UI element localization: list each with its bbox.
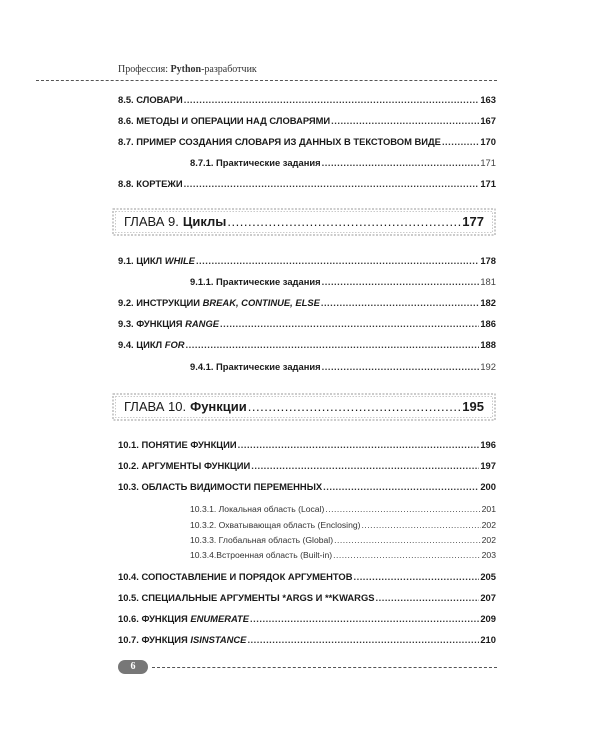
toc-label: 8.7.1. Практические задания [190,157,321,168]
toc-leader [321,297,480,309]
toc-label: 10.3.2. Охватывающая область (Enclosing) [190,520,361,530]
toc-page: 210 [480,634,496,645]
toc-entry-sub[interactable] [190,157,496,169]
chapter-word: ГЛАВА 10. [124,399,187,414]
running-header [118,64,257,75]
toc-leader [376,592,480,604]
toc-label [118,297,320,309]
toc-keyword: WHILE [164,255,195,266]
chapter-title: Функции [190,399,247,414]
toc-label: 8.6. МЕТОДЫ И ОПЕРАЦИИ НАД СЛОВАРЯМИ [118,115,331,126]
toc-page: 202 [481,520,496,530]
toc-page: 181 [480,276,496,287]
toc-label: 9.1.1. Практические задания [190,276,321,287]
toc-label: 10.1. ПОНЯТИЕ ФУНКЦИИ [118,439,237,450]
toc-entry-subsub[interactable] [190,519,496,531]
toc-entry-subsub[interactable] [190,534,496,546]
toc-leader [325,503,480,515]
toc-entry[interactable] [118,571,496,583]
toc-label [118,255,195,267]
toc-entry[interactable] [118,339,496,351]
toc-entry[interactable] [118,634,496,646]
toc-label [118,613,249,625]
toc-leader [250,613,479,625]
toc-leader [362,519,481,531]
toc-page: 188 [480,339,496,350]
toc-page: 170 [480,136,496,147]
toc-entry[interactable] [118,439,496,451]
toc-label-text: 10.7. ФУНКЦИЯ [118,634,191,645]
toc-label-text: 9.3. ФУНКЦИЯ [118,318,186,329]
toc-label: 8.5. СЛОВАРИ [118,94,183,105]
toc-leader [323,481,479,493]
toc-page: 186 [480,318,496,329]
toc-page: 163 [480,94,496,105]
toc-entry[interactable] [118,297,496,309]
toc-label-text: 10.6. ФУНКЦИЯ [118,613,191,624]
toc-leader [227,214,461,229]
toc-entry[interactable] [118,115,496,127]
toc-label: 8.7. ПРИМЕР СОЗДАНИЯ СЛОВАРЯ ИЗ ДАННЫХ В ТЕКСТОВОМ ВИДЕ [118,136,441,147]
toc-page: 197 [480,460,496,471]
toc-page: 196 [480,439,496,450]
toc-page: 171 [480,157,496,168]
toc-label: 10.4. СОПОСТАВЛЕНИЕ И ПОРЯДОК АРГУМЕНТОВ [118,571,353,582]
toc-entry[interactable] [118,94,496,106]
toc-leader [238,439,480,451]
toc-leader [331,115,479,127]
toc-entry[interactable] [118,136,496,148]
toc-label-text: 9.2. ИНСТРУКЦИИ [118,297,203,308]
toc-page: 171 [480,178,496,189]
toc-leader [334,534,481,546]
toc-entry[interactable] [118,255,496,267]
chapter-page: 177 [462,214,484,229]
toc-label: 10.3.3. Глобальная область (Global) [190,535,334,545]
toc-leader [220,318,479,330]
toc-entry[interactable] [118,318,496,330]
toc-leader [333,549,481,561]
toc-entry-subsub[interactable] [190,503,496,515]
chapter-10-heading[interactable] [112,393,496,421]
toc-leader [247,634,479,646]
toc-label-text: 9.1. ЦИКЛ [118,255,165,266]
header-divider [36,80,497,81]
toc-page: 201 [481,504,496,514]
page-number-badge: 6 [118,660,148,674]
toc-page: 200 [480,481,496,492]
toc-leader [251,460,479,472]
toc-keyword: FOR [164,339,185,350]
toc-page: 209 [480,613,496,624]
toc-keyword: ISINSTANCE [190,634,247,645]
toc-label [118,318,219,330]
toc-page: 202 [481,535,496,545]
toc-keyword: ENUMERATE [190,613,250,624]
toc-leader [186,339,480,351]
header-suffix: -разработчик [201,64,257,75]
toc-label: 10.5. СПЕЦИАЛЬНЫЕ АРГУМЕНТЫ *ARGS И **KWARGS [118,592,375,603]
toc-leader [196,255,479,267]
chapter-9-heading[interactable] [112,208,496,236]
chapter-word: ГЛАВА 9. [124,214,179,229]
toc-page: 192 [480,361,496,372]
toc-leader [184,94,480,106]
toc-label [118,339,185,351]
toc-label: 9.4.1. Практические задания [190,361,321,372]
toc-entry[interactable] [118,592,496,604]
toc-label [118,634,246,646]
toc-label: 8.8. КОРТЕЖИ [118,178,183,189]
toc-page: 167 [480,115,496,126]
toc-entry-subsub[interactable] [190,549,496,561]
toc-page: 205 [480,571,496,582]
toc-label: 10.3.1. Локальная область (Local) [190,504,325,514]
toc-leader [322,276,480,288]
footer-divider [152,667,497,668]
toc-leader [353,571,479,583]
toc-leader [248,399,462,414]
toc-page: 203 [481,550,496,560]
toc-page: 182 [480,297,496,308]
toc-leader [184,178,480,190]
toc-label: 10.2. АРГУМЕНТЫ ФУНКЦИИ [118,460,251,471]
toc-entry[interactable] [118,481,496,493]
toc-page: 207 [480,592,496,603]
toc-keyword: BREAK, CONTINUE, ELSE [202,297,320,308]
toc-label: 10.3.4.Встроенная область (Built-in) [190,550,333,560]
toc-page: 178 [480,255,496,266]
toc-entry[interactable] [118,613,496,625]
chapter-title: Циклы [182,214,227,229]
toc-entry-sub[interactable] [190,361,496,373]
toc-leader [442,136,479,148]
chapter-page: 195 [462,399,484,414]
header-bold: Python [170,64,202,75]
toc-entry[interactable] [118,460,496,472]
toc-label-text: 9.4. ЦИКЛ [118,339,165,350]
toc-entry-sub[interactable] [190,276,496,288]
toc-label: 10.3. ОБЛАСТЬ ВИДИМОСТИ ПЕРЕМЕННЫХ [118,481,323,492]
toc-leader [322,361,480,373]
header-prefix: Профессия: [118,64,171,75]
toc-leader [322,157,480,169]
toc-keyword: RANGE [185,318,219,329]
toc-entry[interactable] [118,178,496,190]
